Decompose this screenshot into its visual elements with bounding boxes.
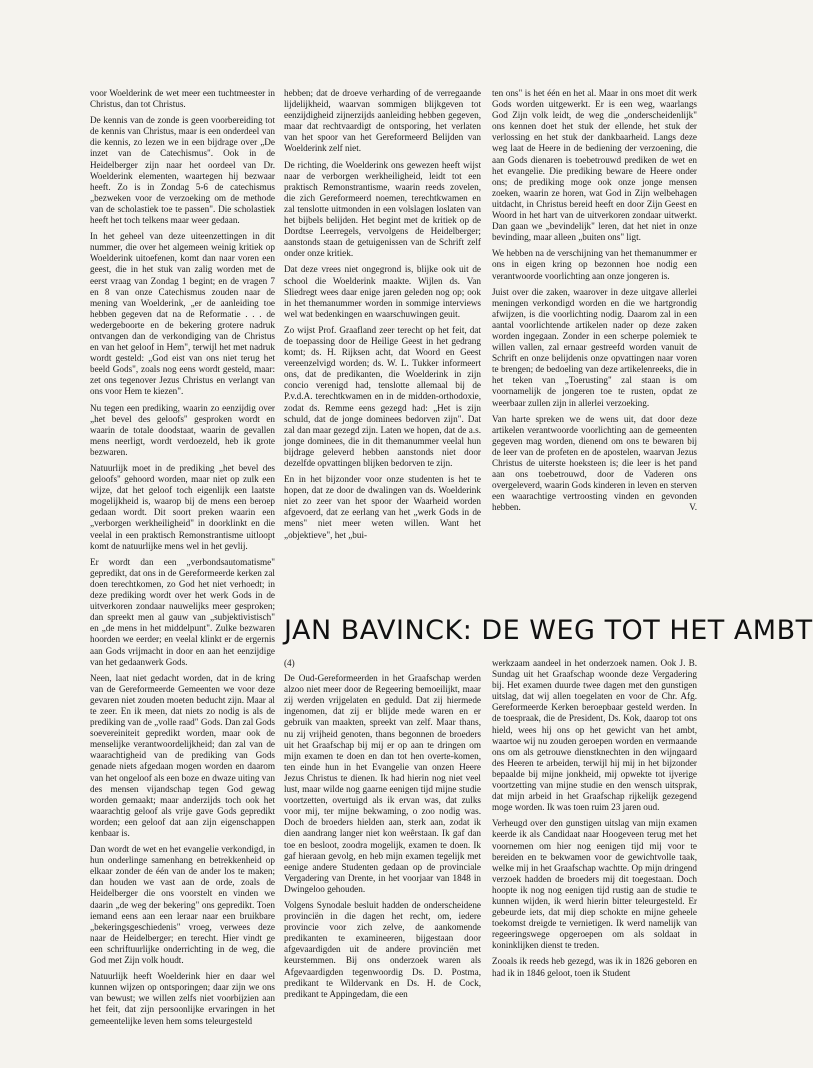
column-1 [90, 88, 275, 1032]
paragraph-last [492, 414, 697, 514]
paragraph: De Oud-Gereformeerden in het Graafschap werden alzoo niet meer door de Regeering bemoeilijkt, maar zij werden vrijgelaten en geduld. Dat zij hiermede ingenomen, dat zij er blijde mede waren en er gebruik van maakten, spreekt van zelf. Maar thans, nu zij vrijheid genoten, thans begonnen de broeders uit het Graafschap bij mij er op aan te dringen om mijn examen te doen en dan tot hen overte-komen, ten einde hun in het Evangelie van onzen Heere Jezus Christus te dienen. Ik had hierin nog niet veel lust, maar wilde nog gaarne eenigen tijd mijne studie voortzetten, overtuigd als ik ervan was, dat zulks voor mij, ter mijne bekwaming, o zoo nodig was. Doch de broeders hielden aan, sterk aan, zodat ik dien aandrang langer niet kon weêrstaan. Ik gaf dan toe en besloot, zoodra mogelijk, examen te doen. Ik gaf hieraan gevolg, en heb mijn examen tegelijk met eenige andere Studenten gedaan op de provinciale Vergadering van Drente, in het voorjaar van 1848 in Dwingeloo gehouden. [284, 673, 481, 894]
paragraph: hebben; dat de droeve verharding of de verregaande lijdelijkheid, waarvan sommigen blijkgeven tot eenzijdigheid zijnerzijds aanleiding hebben gegeven, maar dat rechtvaardigt de ontsporing, het verlaten van het spoor van het Gereformeerd Belijden van Woelderink zelf niet. [284, 88, 481, 154]
column-4 [284, 658, 481, 1032]
paragraph: voor Woelderink de wet meer een tuchtmeester in Christus, dan tot Christus. [90, 88, 275, 110]
paragraph: Volgens Synodale besluit hadden de onderscheidene provinciën in die dagen het recht, om, iedere provincie voor zich zelve, de aankomende predikanten te examineeren, bijgestaan door afgevaardigden uit de andere provinciën met keurstemmen. Bij ons onderzoek waren als Afgevaardigden tegenwoordig Ds. D. Postma, predikant te Wildervank en Ds. H. de Cock, predikant te Appingedam, die een [284, 899, 481, 999]
paragraph: En in het bijzonder voor onze studenten is het te hopen, dat ze door de dwalingen van ds. Woelderink niet zo zeer van het spoor der Waarheid worden afgevoerd, dat ze eerlang van het „werk Gods in de mens" niet meer weten willen. Want het „objektieve", het „bui- [284, 474, 481, 540]
paragraph-text: Van harte spreken we de wens uit, dat door deze artikelen verantwoorde voorlichting aan de gemeenten gegeven mag worden, dienend om ons te bewaren bij de leer van de profeten en de apostelen, waarvan Jezus Christus de uiterste hoeksteen is; die leer is het pand aan ons toebetrouwd, door de Vaderen ons overgeleverd, waarin Gods kinderen in leven en sterven een waarachtige vertroosting vinden en gevonden hebben. [492, 413, 697, 513]
column-3 [492, 88, 697, 586]
article-headline: JAN BAVINCK: DE WEG TOT HET AMBT [284, 615, 813, 646]
paragraph: Juist over die zaken, waarover in deze uitgave allerlei meningen verkondigd worden en die we hartgrondig afwijzen, is die voorlichting nodig. Daarom zal in een aantal voorlichtende artikelen nader op deze zaken worden ingegaan. Zonder in een scherpe polemiek te willen vallen, zal ernaar gestreefd worden vanuit de Schrift en onze belijdenis onze opvattingen naar voren te brengen; de bedoeling van deze artikelenreeks, die in het teken van „Toerusting" zal staan is om voornamelijk de jongeren toe te rusten, opdat ze weerbaar zullen zijn in allerlei verzoeking. [492, 286, 697, 408]
paragraph: Natuurlijk moet in de prediking „het bevel des geloofs" gehoord worden, maar niet op zulk een wijze, dat het geloof toch eigenlijk een laatste mogelijkheid is, waarop bij de mens een beroep gedaan wordt. Dit soort preken waarin een „verborgen werkheiligheid" in doorklinkt en die veelal in een praktisch Remonstrantisme uitloopt komt de natuurlijke mens wel in het gevlij. [90, 463, 275, 551]
author-signature: V. [689, 502, 697, 513]
paragraph: Zooals ik reeds heb gezegd, was ik in 1826 geboren en had ik in 1846 geloot, toen ik Student [492, 956, 697, 978]
paragraph: We hebben na de verschijning van het themanummer er ons in eigen kring op bezonnen hoe nodig een verantwoorde voorlichting aan onze jongeren is. [492, 248, 697, 281]
paragraph: De kennis van de zonde is geen voorbereiding tot de kennis van Christus, maar is een onderdeel van die kennis, zo lezen we in een bijdrage over „De inzet van de Catechismus". Ook in de Heidelberger zijn naar het oordeel van Dr. Woelderink elementen, waartegen hij bezwaar heeft. Zo is in Zondag 5-6 de catechismus „bezweken voor de verzoeking om de methode van de scholastiek toe te passen". Die scholastiek heeft het toch telkens maar weer gedaan. [90, 115, 275, 226]
paragraph: Nu tegen een prediking, waarin zo eenzijdig over „het bevel des geloofs" gesproken wordt en waarin de totale doodstaat, waarin de gevallen mens neerligt, wordt verdoezeld, heb ik grote bezwaren. [90, 402, 275, 457]
paragraph: Natuurlijk heeft Woelderink hier en daar wel kunnen wijzen op ontsporingen; daar zijn we ons van bewust; we willen zelfs niet voorbijzien aan het feit, dat zijn persoonlijke ervaringen in het gemeentelijke leven hem soms teleurgesteld [90, 971, 275, 1026]
paragraph: Dan wordt de wet en het evangelie verkondigd, in hun onderlinge samenhang en betrekkenheid op elkaar zonder de één van de ander los te maken; dan houden we vast aan de orde, zoals de Heidelberger die ons voorstelt en vinden we daarin „de weg der bekering" ons gepredikt. Toen iemand eens aan een leraar naar een bruikbare „bekeringsgeschiedenis" vroeg, verwees deze naar de Heidelberger; en terecht. Hier vindt ge een schriftuurlijke onderrichting in de weg, die God met Zijn volk houdt. [90, 844, 275, 966]
paragraph: Neen, laat niet gedacht worden, dat in de kring van de Gereformeerde Gemeenten we voor deze gevaren niet zouden moeten beducht zijn. Maar al te zeer. En ik meen, dat niets zo nodig is als de prediking van de „volle raad" Gods. Dan zal Gods soevereiniteit gepredikt worden, maar ook de menselijke verantwoordelijkheid; dan zal van de waarachtigheid van de prediking van Gods genade niets afgedaan mogen worden en daarom van het ongeloof als een boze en dwaze uiting van des mensen vijandschap tegen God gewag worden gemaakt; maar anderzijds toch ook het waarachtig geloof als vrije gave Gods gepredikt worden; een geloof dat aan zijn eigenschappen kenbaar is. [90, 672, 275, 838]
column-2 [284, 88, 481, 586]
paragraph: De richting, die Woelderink ons gewezen heeft wijst naar de verborgen werkheiligheid, leidt tot een praktisch Remonstrantisme, waarin reeds zovelen, die zich Gereformeerd noemen, terechtkwamen en zal tenslotte uitmonden in een volslagen loslaten van het bijbels belijden. Het begint met de kritiek op de Dordtse Leerregels, vervolgens de Heidelberger; aanstonds staan de getuigenissen van de Schrift zelf onder onze kritiek. [284, 159, 481, 259]
column-5 [492, 658, 697, 1032]
paragraph: Zo wijst Prof. Graafland zeer terecht op het feit, dat de toepassing door de Heilige Geest in het gedrang komt; ds. H. Rijksen acht, dat Woord en Geest vereenzelvigd worden; ds. W. L. Tukker informeert ons, dat de predikanten, die Woelderink in zijn concio verenigd had, tenslotte allemaal bij de P.v.d.A. terechtkwamen en in de midden-orthodoxie, zodat ds. Remme eens gezegd had: „Het is zijn schuld, dat de jonge dominees bedorven zijn". Dat zal dan maar gezegd zijn. Laten we hopen, dat de a.s. jonge dominees, die in dit themanummer veelal hun bijdrage geleverd hebben aanstonds niet door dezelfde opvattingen blijken bedorven te zijn. [284, 324, 481, 468]
paragraph: ten ons" is het één en het al. Maar in ons moet dit werk Gods worden uitgewerkt. Er is een weg, waarlangs God Zijn volk leidt, de weg die „onderscheidenlijk" ons kennen doet het stuk der ellende, het stuk der verlossing en het stuk der dankbaarheid. Langs deze weg laat de Heere in de bediening der verzoening, die aan Gods dienaren is toebetrouwd prediken de wet en het evangelie. Die prediking beware de Heere onder ons; de prediking moge ook onze jonge mensen zoeken, waarin ze horen, wat God in Zijn welbehagen uitdacht, in Christus bereid heeft en door Zijn Geest en Woord in het hart van de uitverkoren zondaar uitwerkt. Dan gaan we „bevindelijk" leren, dat het niet in onze bevinding, maar alleen „buiten ons" ligt. [492, 88, 697, 243]
article-part-number: (4) [284, 658, 295, 668]
paragraph: In het geheel van deze uiteenzettingen in dit nummer, die over het algemeen weinig kritiek op Woelderink uitoefenen, komt dan naar voren een geest, die in het stuk van zalig worden met de eerst vraag van Zondag 1 begint; en de vragen 7 en 8 van onze Catechismus zouden naar de mening van Woelderink, „er de aanleiding toe hebben gegeven dat na de Reformatie . . . de wedergeboorte en de bekering grotere nadruk ontvangen dan de verkondiging van de Christus en van het geloof in Hem", terwijl het met nadruk wordt gesteld: „God eist van ons niet terug het beeld Gods", zoals nog eens wordt gesteld, maar: zet ons tegenover Jezus Christus en verlangt van ons voor Hem te kiezen". [90, 231, 275, 397]
paragraph: Dat deze vrees niet ongegrond is, blijke ook uit de school die Woelderink maakte. Wijlen ds. Van Sliedregt wees daar enige jaren geleden nog op; ook in het themanummer worden in sommige interviews wel wat bedenkingen en waarschuwingen geuit. [284, 264, 481, 319]
paragraph: Er wordt dan een „verbondsautomatisme" gepredikt, dat ons in de Gereformeerde kerken zal doen terechtkomen, zo God het niet verhoedt; in deze prediking wordt over het werk Gods in de uitverkoren zondaar nauwelijks meer gesproken; dan spreekt men al gauw van „subjektivistisch" en „de mens in het middelpunt". Zulke bezwaren hoorden we eerder; en veelal klinkt er de ergernis aan Gods vrijmacht in door en aan het eenzijdige van het gedaanwerk Gods. [90, 556, 275, 667]
paragraph: Verheugd over den gunstigen uitslag van mijn examen keerde ik als Candidaat naar Hoogeveen terug met het voornemen om hier nog eenigen tijd mij voor te bereiden en te bekwamen voor de gewichtvolle taak, welke mij in het Graafschap wachtte. Op mijn dringend verzoek hadden de broeders mij dit toegestaan. Doch hoopte ik nog nog eenigen tijd rustig aan de studie te kunnen wijden, ik werd hierin bitter teleurgesteld. Er gebeurde iets, dat mij diep schokte en mijne geheele toekomst dreigde te vernietigen. Ik werd namelijk van regeeringswege opgeroepen om als soldaat in koninklijken dienst te treden. [492, 818, 697, 951]
paragraph: werkzaam aandeel in het onderzoek namen. Ook J. B. Sundag uit het Graafschap woonde deze Vergadering bij. Het examen duurde twee dagen met den gunstigen uitslag, dat wij allen toegelaten en voor de Chr. Afg. Gereformeerde Kerken beroepbaar gesteld werden. In de toespraak, die de President, Ds. Kok, daarop tot ons hield, wees hij ons op het gewicht van het ambt, waartoe wij nu zouden geroepen worden en vermaande ons om als getrouwe dienstknechten in den wijngaard des Heeren te arbeiden, terwijl hij mij in het bijzonder bepaalde bij mijne jonkheid, mij opwekte tot ijverige voortzetting van mijne studie en den wensch uitsprak, dat mijn arbeid in het Graafschap rijkelijk gezegend moge worden. Ik was toen ruim 23 jaren oud. [492, 658, 697, 813]
